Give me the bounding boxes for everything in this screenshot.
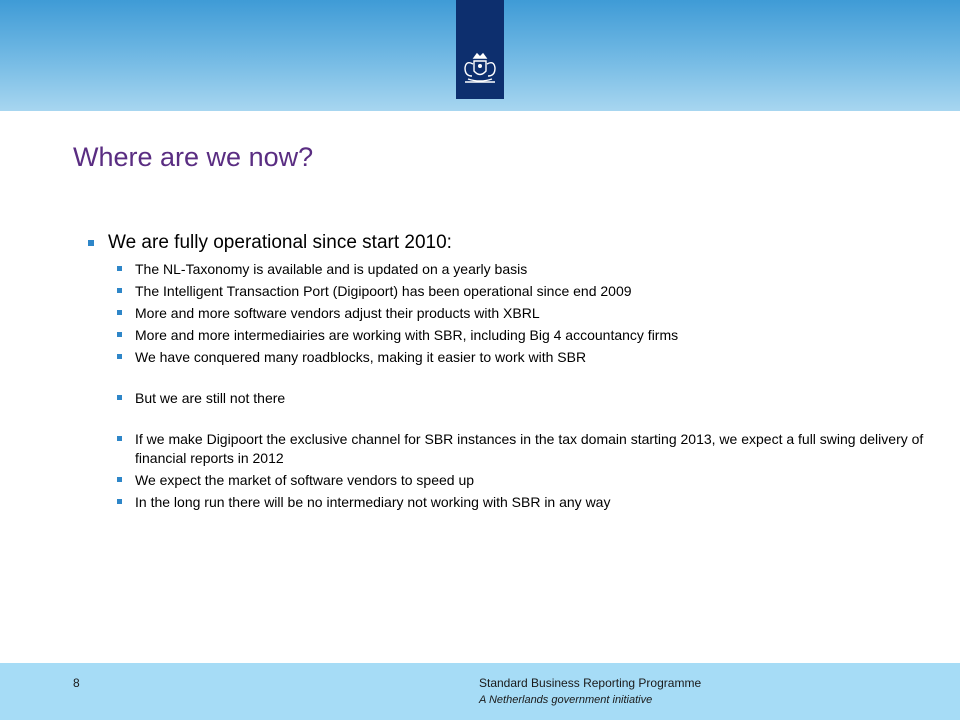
bullet-marker [117,354,122,359]
sub-bullet-text: But we are still not there [135,390,286,406]
sub-bullet [117,471,948,490]
sub-bullet [117,260,948,279]
government-logo [456,0,504,99]
sub-bullet-text: In the long run there will be no intermediary not working with SBR in any way [135,494,611,510]
bullet-marker [117,310,122,315]
footer-programme: Standard Business Reporting Programme [479,676,702,690]
slide-title: Where are we now? [73,142,314,172]
slide-content [88,232,948,515]
main-bullet [88,232,948,254]
sub-bullet [117,326,948,345]
sub-bullet [117,430,948,468]
bullet-marker [117,288,122,293]
sub-bullet [117,493,948,512]
bullet-marker [117,477,122,482]
sub-bullet-text: The Intelligent Transaction Port (Digipoort) has been operational since end 2009 [135,283,632,299]
bullet-marker [117,499,122,504]
footer-band [0,663,960,720]
sub-bullet-list [88,260,948,512]
bullet-marker [117,332,122,337]
sub-bullet [117,389,948,408]
sub-bullet-text: More and more software vendors adjust their products with XBRL [135,305,540,321]
sub-bullet [117,348,948,367]
sub-bullet [117,304,948,323]
sub-bullet-text: We expect the market of software vendors to speed up [135,472,475,488]
bullet-marker [117,436,122,441]
sub-bullet-text: The NL-Taxonomy is available and is updated on a yearly basis [135,261,528,277]
bullet-marker [117,395,122,400]
bullet-marker [117,266,122,271]
footer-tagline: A Netherlands government initiative [479,694,653,706]
coat-of-arms-icon [459,52,501,86]
main-bullet-text: We are fully operational since start 2010: [108,232,452,253]
bullet-marker [88,240,94,246]
page-number: 8 [73,676,80,690]
sub-bullet-text: If we make Digipoort the exclusive channel for SBR instances in the tax domain starting 2013, we expect a full swing delivery of financial reports in 2012 [135,431,924,466]
sub-bullet [117,282,948,301]
sub-bullet-text: We have conquered many roadblocks, making it easier to work with SBR [135,349,587,365]
sub-bullet-text: More and more intermediairies are working with SBR, including Big 4 accountancy firms [135,327,679,343]
